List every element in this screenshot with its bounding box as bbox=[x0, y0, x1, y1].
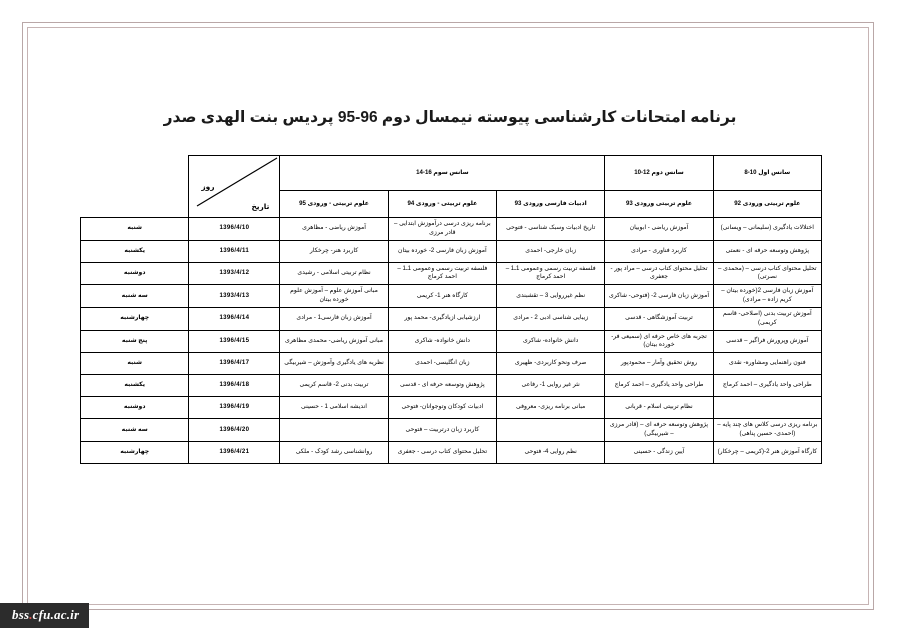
exam-cell: اختلالات یادگیری (سلیمانی – ویسانی) bbox=[713, 218, 821, 241]
corner-day-date-header bbox=[189, 156, 280, 218]
exam-schedule-table bbox=[80, 155, 822, 464]
page-title: برنامه امتحانات کارشناسی پیوسته نیمسال دوم 96-95 پردیس بنت الهدی صدر bbox=[163, 109, 737, 126]
exam-cell: تربیت آموزشگاهی - قدسی bbox=[605, 307, 713, 330]
exam-cell: نظم روایی 4- فتوحی bbox=[497, 441, 605, 463]
major-header-0: علوم تربیتی ورودی 92 bbox=[713, 191, 821, 218]
exam-day: یکشنبه bbox=[81, 240, 189, 262]
site-watermark bbox=[0, 603, 89, 628]
watermark-bss: bss bbox=[12, 607, 30, 622]
exam-cell: نظریه های یادگیری وآموزش – شیربیگی bbox=[280, 353, 388, 375]
exam-cell: نظام تربیتی اسلام - قربانی bbox=[605, 397, 713, 419]
exam-cell: تحلیل محتوای کتاب درسی – (محمدی – نصرتی) bbox=[713, 262, 821, 285]
exam-day: شنبه bbox=[81, 353, 189, 375]
exam-day: چهارشنبه bbox=[81, 307, 189, 330]
exam-cell: برنامه ریزی درسی کلاس های چند پایه – (احمدی- حسین پناهی) bbox=[713, 419, 821, 442]
exam-cell: طراحی واحد یادگیری – احمد کرماج bbox=[713, 375, 821, 397]
exam-date: 1393/4/13 bbox=[189, 285, 280, 308]
exam-day: سه شنبه bbox=[81, 285, 189, 308]
exam-cell: دانش خانواده- شاکری bbox=[497, 330, 605, 353]
exam-cell: نثر غیر روایی 1- رفاعی bbox=[497, 375, 605, 397]
exam-cell: زیبایی شناسی ادبی 2 - مرادی bbox=[497, 307, 605, 330]
exam-cell: آموزش زبان فارسی 2- (فتوحی- شاکری bbox=[605, 285, 713, 308]
exam-day: دوشنبه bbox=[81, 262, 189, 285]
exam-date: 1396/4/21 bbox=[189, 441, 280, 463]
major-header-3: علوم تربیتی - ورودی 94 bbox=[388, 191, 496, 218]
exam-cell: فلسفه تربیت رسمی وعمومی 1ـ1 – احمد کرماج bbox=[497, 262, 605, 285]
watermark-domain: cfu.ac.ir bbox=[32, 607, 80, 622]
table-row bbox=[81, 330, 822, 353]
exam-cell: ارزشیابی ازیادگیری- محمد پور bbox=[388, 307, 496, 330]
exam-cell: ادبیات کودکان وتوجوانان- فتوحی bbox=[388, 397, 496, 419]
exam-date: 1396/4/19 bbox=[189, 397, 280, 419]
exam-cell: آیین زندگی - حسینی bbox=[605, 441, 713, 463]
exam-cell: زبان انگلیسی- احمدی bbox=[388, 353, 496, 375]
table-body bbox=[81, 218, 822, 464]
table-row bbox=[81, 353, 822, 375]
exam-day: شنبه bbox=[81, 218, 189, 241]
exam-cell: برنامه ریزی درسی درآموزش ابتدایی – قادر مرزی bbox=[388, 218, 496, 241]
exam-cell: کاربرد فناوری - مرادی bbox=[605, 240, 713, 262]
exam-cell: آموزش زبان فارسی 2(خورده بیتان – کریم زاده – مرادی) bbox=[713, 285, 821, 308]
table-row bbox=[81, 285, 822, 308]
table-head bbox=[81, 156, 822, 218]
exam-date: 1396/4/18 bbox=[189, 375, 280, 397]
session-header-cell-0: سانس اول 10-8 bbox=[713, 156, 821, 191]
exam-date: 1396/4/10 bbox=[189, 218, 280, 241]
exam-cell: کاربرد زبان درتربیت – فتوحی bbox=[388, 419, 496, 442]
exam-cell bbox=[713, 397, 821, 419]
exam-cell: تحلیل محتوای کتاب درسی – مراد پور - جعفری bbox=[605, 262, 713, 285]
exam-cell: مبانی آموزش ریاضی- محمدی مظاهری bbox=[280, 330, 388, 353]
exam-cell bbox=[497, 419, 605, 442]
session-header-row bbox=[81, 156, 822, 191]
exam-date: 1396/4/11 bbox=[189, 240, 280, 262]
exam-day: چهارشنبه bbox=[81, 441, 189, 463]
exam-cell: کاربرد هنر- چرخکار bbox=[280, 240, 388, 262]
table-row bbox=[81, 307, 822, 330]
exam-cell: آموزش ریاضی - مظاهری bbox=[280, 218, 388, 241]
exam-schedule-container bbox=[80, 155, 822, 464]
exam-day: پنج شنبه bbox=[81, 330, 189, 353]
exam-cell: دانش خانواده- شاکری bbox=[388, 330, 496, 353]
exam-cell: زبان خارجی- احمدی bbox=[497, 240, 605, 262]
exam-cell: آموزش تربیت بدنی (اصلاحی- قاسم کریمی) bbox=[713, 307, 821, 330]
exam-date: 1396/4/17 bbox=[189, 353, 280, 375]
table-row bbox=[81, 218, 822, 241]
table-row bbox=[81, 397, 822, 419]
table-row bbox=[81, 375, 822, 397]
major-header-1: علوم تربیتی ورودی 93 bbox=[605, 191, 713, 218]
exam-cell: آموزش زبان فارسی1 - مرادی bbox=[280, 307, 388, 330]
exam-day: یکشنبه bbox=[81, 375, 189, 397]
exam-cell: مبانی برنامه ریزی- معروفی bbox=[497, 397, 605, 419]
exam-cell: روش تحقیق وآمار – محمودپور bbox=[605, 353, 713, 375]
exam-cell: پژوهش وتوسعه حرفه ای – (قادر مرزی – شیربیگی) bbox=[605, 419, 713, 442]
exam-cell: نظام تربیتی اسلامی - رشیدی bbox=[280, 262, 388, 285]
session-header-cell-1: سانس دوم 12-10 bbox=[605, 156, 713, 191]
exam-cell: پژوهش وتوسعه حرفه ای - نعمتی bbox=[713, 240, 821, 262]
exam-cell: روانشناسی رشد کودک - ملکی bbox=[280, 441, 388, 463]
table-row bbox=[81, 240, 822, 262]
major-header-4: علوم تربیتی - ورودی 95 bbox=[280, 191, 388, 218]
exam-date: 1396/4/14 bbox=[189, 307, 280, 330]
exam-cell: صرف ونحو کاربردی- ظهیری bbox=[497, 353, 605, 375]
exam-cell: آموزش ریاضی - ابوبیان bbox=[605, 218, 713, 241]
corner-day-label: روز bbox=[201, 182, 215, 191]
exam-cell: پژوهش وتوسعه حرفه ای - قدسی bbox=[388, 375, 496, 397]
table-row bbox=[81, 262, 822, 285]
major-header-2: ادبیات فارسی ورودی 93 bbox=[497, 191, 605, 218]
exam-cell: مبانی آموزش علوم – آموزش علوم خورده بیتان bbox=[280, 285, 388, 308]
exam-date: 1396/4/20 bbox=[189, 419, 280, 442]
exam-cell: تاریخ ادبیات وسبک شناسی - فتوحی bbox=[497, 218, 605, 241]
exam-day: دوشنبه bbox=[81, 397, 189, 419]
session-header-cell-2: سانس سوم 16-14 bbox=[280, 156, 605, 191]
exam-cell: نظم غیرروایی 3 – تقشبندی bbox=[497, 285, 605, 308]
exam-date: 1393/4/12 bbox=[189, 262, 280, 285]
corner-date-label: تاریخ bbox=[251, 202, 270, 212]
table-row bbox=[81, 441, 822, 463]
exam-cell: اندیشه اسلامی 1 - حسینی bbox=[280, 397, 388, 419]
exam-cell: تربیت بدنی 2- قاسم کریمی bbox=[280, 375, 388, 397]
watermark-dot: . bbox=[29, 607, 33, 622]
table-row bbox=[81, 419, 822, 442]
exam-cell: طراحی واحد یادگیری – احمد کرماج bbox=[605, 375, 713, 397]
exam-cell: فنون راهنمایی ومشاوره- نقدی bbox=[713, 353, 821, 375]
exam-date: 1396/4/15 bbox=[189, 330, 280, 353]
exam-day: سه شنبه bbox=[81, 419, 189, 442]
exam-cell bbox=[280, 419, 388, 442]
exam-cell: آموزش وپرورش فراگیر – قدسی bbox=[713, 330, 821, 353]
exam-cell: کارگاه آموزش هنر 2-(کریمی – چرخکار) bbox=[713, 441, 821, 463]
exam-cell: تحلیل محتوای کتاب درسی - جعفری bbox=[388, 441, 496, 463]
exam-cell: کارگاه هنر 1- کریمی bbox=[388, 285, 496, 308]
exam-cell: آموزش زبان فارسی 2- خورده بیتان bbox=[388, 240, 496, 262]
exam-cell: تجربه های خاص حرفه ای (سمیعی فر- خورده بیتان) bbox=[605, 330, 713, 353]
exam-cell: فلسفه تربیت رسمی وعمومی 1ـ1 – احمد کرماج bbox=[388, 262, 496, 285]
